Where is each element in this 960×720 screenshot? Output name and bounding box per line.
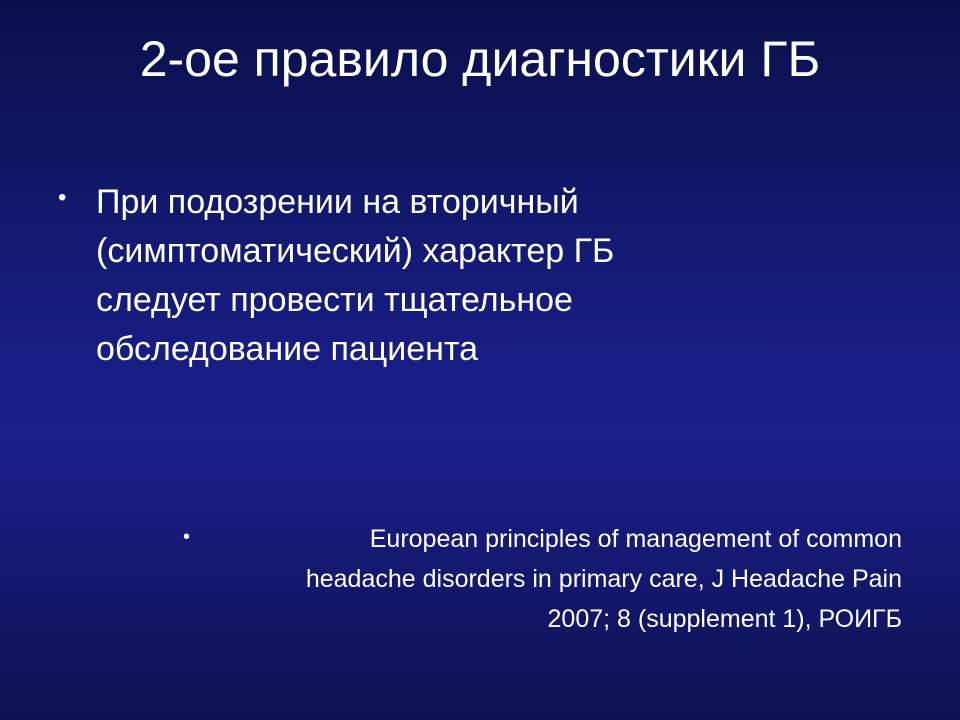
bullet-marker: •: [58, 184, 67, 211]
main-bullet-line: При подозрении на вторичный: [96, 183, 579, 221]
slide-title: 2-ое правило диагностики ГБ: [139, 31, 821, 87]
reference-line: 2007; 8 (supplement 1), РОИГБ: [547, 605, 902, 633]
main-bullet-line: обследование пациента: [96, 330, 479, 368]
main-bullet-text: [96, 178, 896, 374]
reference-bullet-marker: •: [183, 526, 191, 548]
main-bullet-line: (симптоматический) характер ГБ: [96, 232, 615, 270]
reference-text: [120, 519, 902, 639]
reference-line: European principles of management of common: [369, 525, 902, 553]
main-bullet-line: следует провести тщательное: [96, 281, 573, 319]
reference-line: headache disorders in primary care, J Headache Pain: [305, 565, 902, 593]
reference-citation: [120, 519, 902, 639]
